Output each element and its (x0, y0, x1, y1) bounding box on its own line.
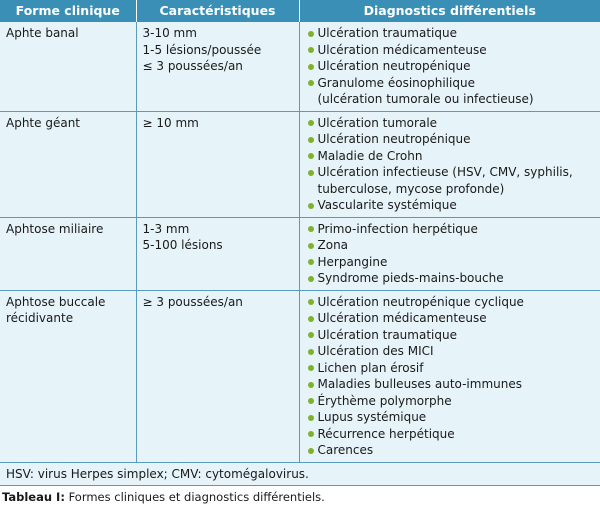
list-item (308, 25, 595, 42)
list-item (308, 270, 595, 287)
diagnostics-list (308, 221, 595, 287)
table-row (0, 111, 600, 217)
diagnostic-text: Érythème polymorphe (317, 393, 452, 408)
diagnostics-list (308, 294, 595, 459)
cell-caracteristiques-line: 1-3 mm (142, 221, 190, 236)
list-item (308, 343, 595, 360)
bullet-icon (308, 31, 314, 37)
table-caption (2, 490, 325, 504)
list-item (308, 376, 595, 393)
list-item (308, 197, 595, 214)
table-footnote: HSV: virus Herpes simplex; CMV: cytomégalovirus. (0, 462, 600, 486)
list-item (308, 254, 595, 271)
diagnostic-text: Ulcération traumatique (317, 327, 457, 342)
diagnostic-text: Ulcération médicamenteuse (317, 42, 487, 57)
diagnostic-text: Herpangine (317, 254, 388, 269)
cell-forme-clinique (0, 111, 136, 217)
diagnostic-text: Syndrome pieds-mains-bouche (317, 271, 504, 285)
list-item (308, 360, 595, 377)
diagnostics-list (308, 115, 595, 214)
diagnostic-text: Zona (317, 238, 349, 252)
list-item (308, 221, 595, 238)
bullet-icon (308, 203, 314, 209)
list-item (308, 58, 595, 75)
diagnostic-text: Maladies bulleuses auto-immunes (317, 377, 522, 391)
bullet-icon (308, 332, 314, 338)
cell-caracteristiques (136, 290, 299, 462)
diagnostic-text: Ulcération neutropénique cyclique (317, 294, 524, 309)
cell-caracteristiques (136, 111, 299, 217)
cell-forme-clinique-line: récidivante (6, 311, 74, 325)
diagnostic-text: Ulcération neutropénique (317, 59, 471, 73)
bullet-icon (308, 365, 314, 371)
bullet-icon (308, 415, 314, 421)
cell-forme-clinique (0, 290, 136, 462)
bullet-icon (308, 276, 314, 282)
diagnostic-text: Vascularite systémique (317, 198, 457, 212)
cell-caracteristiques-line: 3-10 mm (142, 26, 197, 40)
diagnostic-text: Carences (317, 443, 374, 457)
list-item (308, 327, 595, 344)
diagnostic-text: Maladie de Crohn (317, 148, 423, 163)
list-item (308, 42, 595, 59)
diagnostics-list (308, 25, 595, 108)
diagnostic-text: Lichen plan érosif (317, 360, 424, 375)
bullet-icon (308, 47, 314, 53)
list-item (308, 409, 595, 426)
cell-forme-clinique (0, 217, 136, 290)
bullet-icon (308, 80, 314, 86)
list-item (308, 294, 595, 311)
diagnostic-text: Lupus systémique (317, 410, 427, 424)
diagnostic-text: (ulcération tumorale ou infectieuse) (317, 92, 534, 106)
bullet-icon (308, 120, 314, 126)
cell-forme-clinique-line: Aphte géant (6, 115, 80, 130)
cell-caracteristiques-line: 5-100 lésions (142, 238, 223, 252)
cell-forme-clinique (0, 22, 136, 111)
cell-forme-clinique-line: Aphte banal (6, 26, 79, 40)
diagnostic-text: Récurrence herpétique (317, 426, 455, 441)
cell-diagnostics-differentiels (299, 111, 600, 217)
bullet-icon (308, 170, 314, 176)
diagnostic-text: Ulcération infectieuse (HSV, CMV, syphilis, (317, 165, 573, 179)
cell-caracteristiques-line: 1-5 lésions/poussée (142, 42, 262, 57)
cell-diagnostics-differentiels (299, 217, 600, 290)
table-body (0, 22, 600, 462)
bullet-icon (308, 226, 314, 232)
diagnostic-text: Granulome éosinophilique (317, 75, 475, 90)
diagnostic-text: Ulcération tumorale (317, 115, 438, 130)
list-item (308, 442, 595, 459)
caption-text: Formes cliniques et diagnostics différentiels. (64, 490, 325, 504)
list-item (308, 115, 595, 132)
bullet-icon (308, 299, 314, 305)
diagnostic-text: Ulcération des MICI (317, 344, 434, 358)
cell-forme-clinique-line: Aphtose miliaire (6, 221, 104, 236)
cell-caracteristiques (136, 22, 299, 111)
header-forme-clinique: Forme clinique (0, 0, 136, 22)
table-row (0, 22, 600, 111)
diagnostic-text: Ulcération neutropénique (317, 132, 471, 146)
bullet-icon (308, 431, 314, 437)
table-footnote-row (0, 462, 600, 486)
cell-caracteristiques-line: ≤ 3 poussées/an (142, 59, 243, 73)
bullet-icon (308, 398, 314, 404)
bullet-icon (308, 382, 314, 388)
caption-label: Tableau I: (2, 490, 65, 504)
diagnostic-text: Primo-infection herpétique (317, 221, 478, 236)
diagnostic-text: tuberculose, mycose profonde) (317, 181, 505, 196)
cell-caracteristiques-line: ≥ 3 poussées/an (142, 294, 243, 309)
cell-forme-clinique-line: Aphtose buccale (6, 294, 106, 309)
list-item (308, 237, 595, 254)
header-diagnostics-differentiels: Diagnostics différentiels (299, 0, 600, 22)
list-item (308, 426, 595, 443)
cell-caracteristiques-line: ≥ 10 mm (142, 115, 199, 130)
cell-caracteristiques (136, 217, 299, 290)
bullet-icon (308, 448, 314, 454)
table-header-row (0, 0, 600, 22)
list-item (308, 310, 595, 327)
list-item (308, 393, 595, 410)
bullet-icon (308, 349, 314, 355)
header-caracteristiques: Caractéristiques (136, 0, 299, 22)
table-row (0, 217, 600, 290)
bullet-icon (308, 137, 314, 143)
bullet-icon (308, 243, 314, 249)
diagnostic-text: Ulcération traumatique (317, 26, 457, 40)
list-item (308, 75, 595, 108)
bullet-icon (308, 64, 314, 70)
cell-diagnostics-differentiels (299, 22, 600, 111)
list-item (308, 148, 595, 165)
diagnostic-text: Ulcération médicamenteuse (317, 311, 487, 325)
bullet-icon (308, 259, 314, 265)
bullet-icon (308, 153, 314, 159)
bullet-icon (308, 316, 314, 322)
cell-diagnostics-differentiels (299, 290, 600, 462)
list-item (308, 164, 595, 197)
list-item (308, 131, 595, 148)
table-row (0, 290, 600, 462)
